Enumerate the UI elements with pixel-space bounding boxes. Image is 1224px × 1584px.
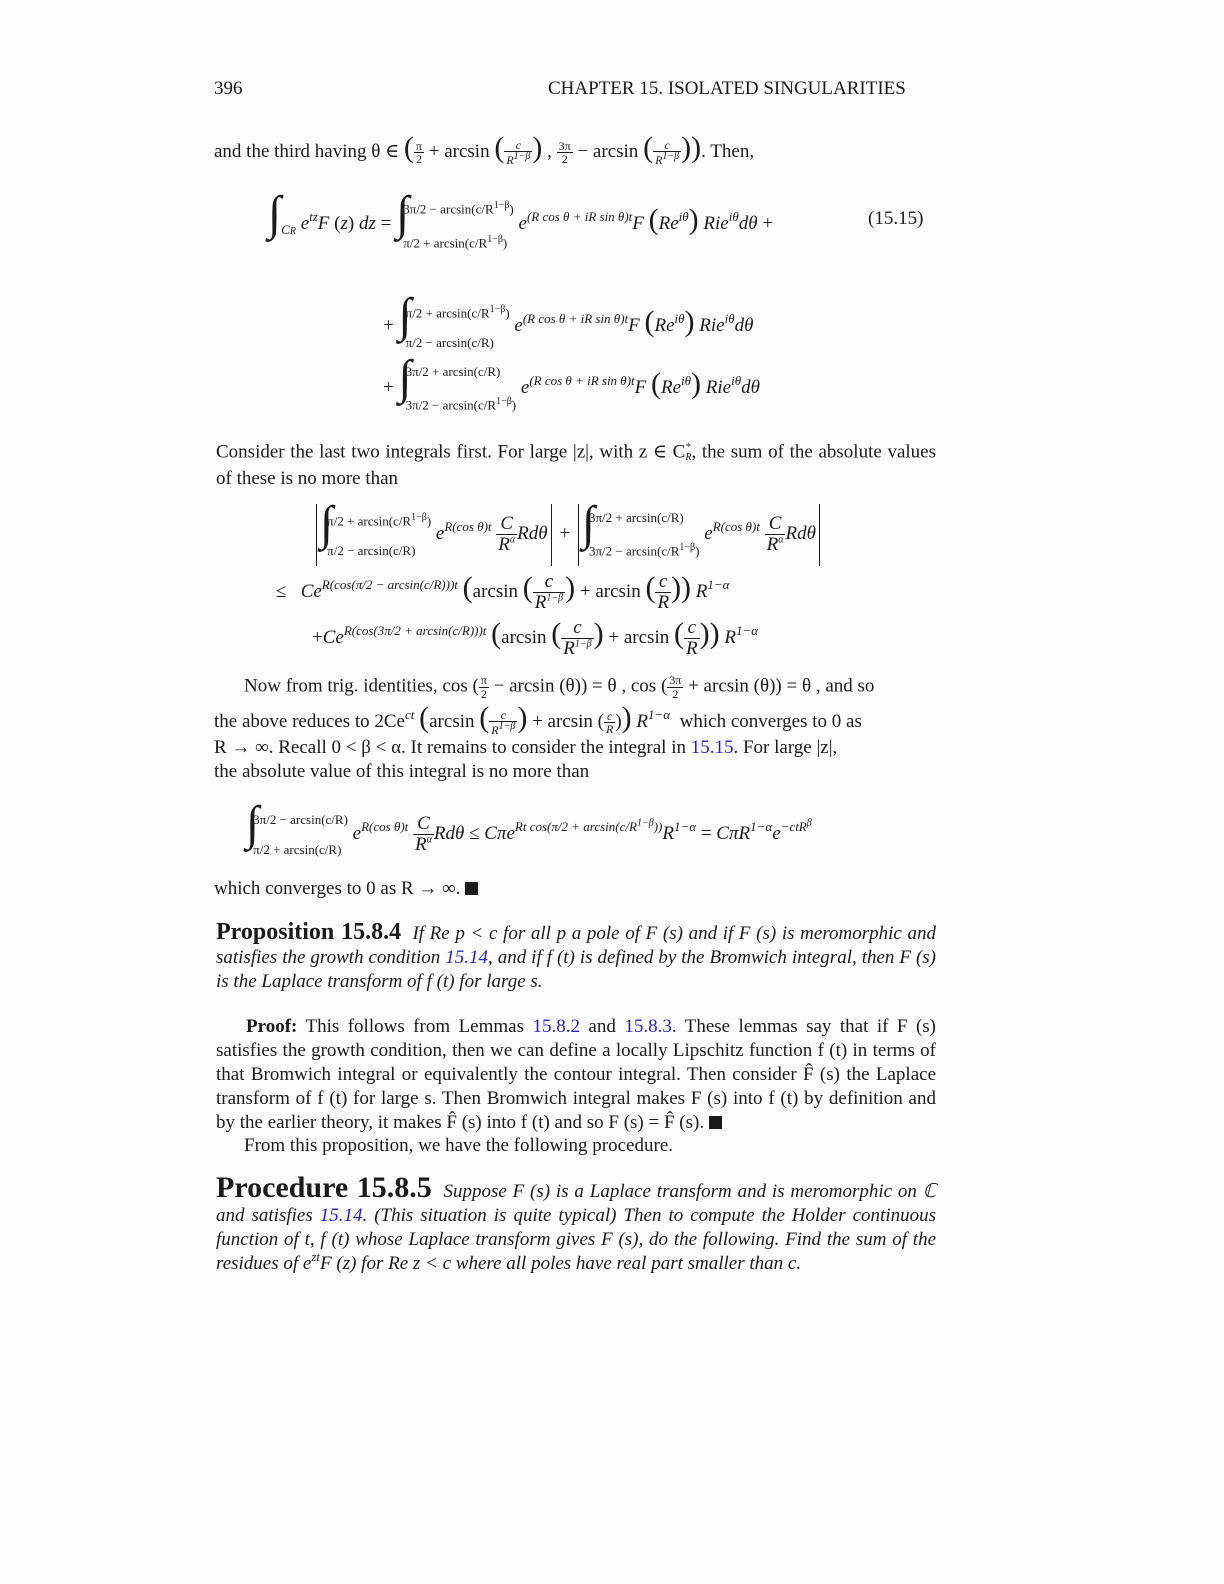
procedure-title: Procedure 15.8.5	[216, 1171, 432, 1204]
link-lemma-15-8-3[interactable]: 15.8.3	[624, 1016, 672, 1037]
intro-line: and the third having θ ∈ ( $\frac{\pi}{2}$ + arcsin ( $\frac{c}{R^{1-\beta}}$ ) , $\frac{3\pi}{2}$ − arcsin ( $\frac{c}{R^{1-\beta}}$ )). Then,	[214, 131, 755, 168]
recall-line: R → ∞. Recall 0 < β < α. It remains to consider the integral in 15.15. For large |z|,	[214, 737, 838, 758]
inequality-line2: ≤ $Ce^{R(cos(\pi/2 - arcsin(c/R)))t}$ (arcsin ( $\frac{c}{R^{1-\beta}}$ ) + arcsin ( $\frac{c}{R}$ )) $R^{1-\alpha}$	[276, 571, 730, 614]
proposition-title: Proposition 15.8.4	[216, 919, 402, 945]
page-number: 396	[214, 78, 243, 99]
link-15-14[interactable]: 15.14	[445, 947, 488, 968]
link-15-15[interactable]: 15.15	[690, 737, 734, 758]
chapter-title: CHAPTER 15. ISOLATED SINGULARITIES	[548, 78, 906, 99]
final-inequality: ∫ 3π/2 − arcsin(c/R) π/2 + arcsin(c/R) $e^{R(cos \theta)t}$ $\frac{C}{R^\alpha}$ $Rd\theta \le C\pi e^{Rt cos(\pi/2 + arcsin(c/R^{1-\beta}))}R^{1-\alpha} = C\pi R^{1-\alpha}e^{-ctR^\beta}$	[246, 797, 812, 857]
reduces-line: the above reduces to $2Ce^{ct}$ (arcsin ( $\frac{c}{R^{1-\beta}}$ ) + arcsin ( $\frac{c}{R}$ )) $R^{1-\alpha}$ which converges to 0 as	[214, 701, 862, 738]
proof-label: Proof:	[246, 1016, 298, 1037]
conclusion-line: which converges to 0 as R → ∞.	[214, 877, 478, 901]
equation-15-15-line2: + ∫ $\pi/2 + \arcsin(c/R^{1-\beta})$ π/2 − arcsin(c/R) $e^{(R cos \theta + iR sin \theta)t}F$ $(Re^{i\theta})$ Rie$^{i\theta}$dθ	[383, 289, 754, 351]
paragraph-last-two-integrals: Consider the last two integrals first. For large |z|, with z ∈ C*R, the sum of the absolute values of these is no more than	[216, 441, 937, 490]
intro-text: and the third having θ ∈	[214, 141, 400, 162]
absolute-value-line: the absolute value of this integral is no more than	[214, 761, 590, 782]
inequality-line3: $+Ce^{R(cos(3\pi/2 + arcsin(c/R)))t}$ (arcsin ( $\frac{c}{R^{1-\beta}}$ ) + arcsin ( $\frac{c}{R}$ )) $R^{1-\alpha}$	[312, 617, 759, 660]
then-text: . Then,	[701, 141, 755, 162]
procedure-15-8-5: Procedure 15.8.5 Suppose F (s) is a Laplace transform and is meromorphic on ℂ and satisfies 15.14. (This situation is quite typical) Then to compute the Holder continuous function of t, f (t) whose Laplace transform gives F (s), do the following. Find the sum of the residues of $e^{zt}F$ (z) for Re z < c where all poles have real part smaller than c.	[216, 1171, 937, 1274]
equation-15-15-line1: $\int_{CR}$ $e^{tz}F$ (z) dz = ∫ $3\pi/2 - \arcsin(c/R^{1-\beta})$ $\pi/2 + \arcsin(c/R^{1-\beta})$ $e^{(R cos \theta + iR sin \theta)t}F$ $(Re^{i\theta}) Rie^{i\theta}d\theta$ +	[268, 187, 774, 250]
trig-identities-line: Now from trig. identities, cos ( $\frac{\pi}{2}$ − arcsin (θ)) = θ , cos ( $\frac{3\pi}{2}$ + arcsin (θ)) = θ , and so	[244, 673, 875, 701]
equation-number: (15.15)	[868, 208, 924, 229]
link-lemma-15-8-2[interactable]: 15.8.2	[532, 1016, 580, 1037]
procedure-intro: From this proposition, we have the following procedure.	[244, 1135, 674, 1156]
link-15-14[interactable]: 15.14	[319, 1205, 363, 1226]
qed-square	[709, 1116, 722, 1129]
proof-paragraph: Proof: This follows from Lemmas 15.8.2 and 15.8.3. These lemmas say that if F (s) satisfies the growth condition, then we can define a locally Lipschitz function f (t) in terms of that Bromwich integral or equivalently the contour integral. Then consider F̂ (s) the Laplace transform of f (t) for large s. Then Bromwich integral makes F (s) into f (t) by definition and by the earlier theory, it makes F̂ (s) into f (t) and so F (s) = F̂ (s).	[216, 1016, 936, 1133]
equation-15-15-line3: + ∫ 3π/2 + arcsin(c/R) $3\pi/2 - \arcsin(c/R^{1-\beta})$ $e^{(R cos \theta + iR sin \theta)t}F$ $(Re^{i\theta})$ Rie$^{i\theta}$dθ	[383, 351, 760, 413]
qed-square	[465, 882, 478, 895]
proposition-15-8-4: Proposition 15.8.4 If Re p < c for all p a pole of F (s) and if F (s) is meromorphic and satisfies the growth condition 15.14, and if f (t) is defined by the Bromwich integral, then F (s) is the Laplace transform of f (t) for large s.	[216, 919, 936, 992]
inequality-line1: ∫ $\pi/2 + \arcsin(c/R^{1-\beta})$ π/2 − arcsin(c/R) $e^{R(cos \theta)t}$ $\frac{C}{R^\alpha}$ Rdθ + ∫ 3π/2 + arcsin(c/R) $3\pi/2 - \arcsin(c/R^{1-\beta})$ $e^{R(cos \theta)t}$ $\frac{C}{R^\alpha}$ Rdθ	[313, 500, 823, 566]
